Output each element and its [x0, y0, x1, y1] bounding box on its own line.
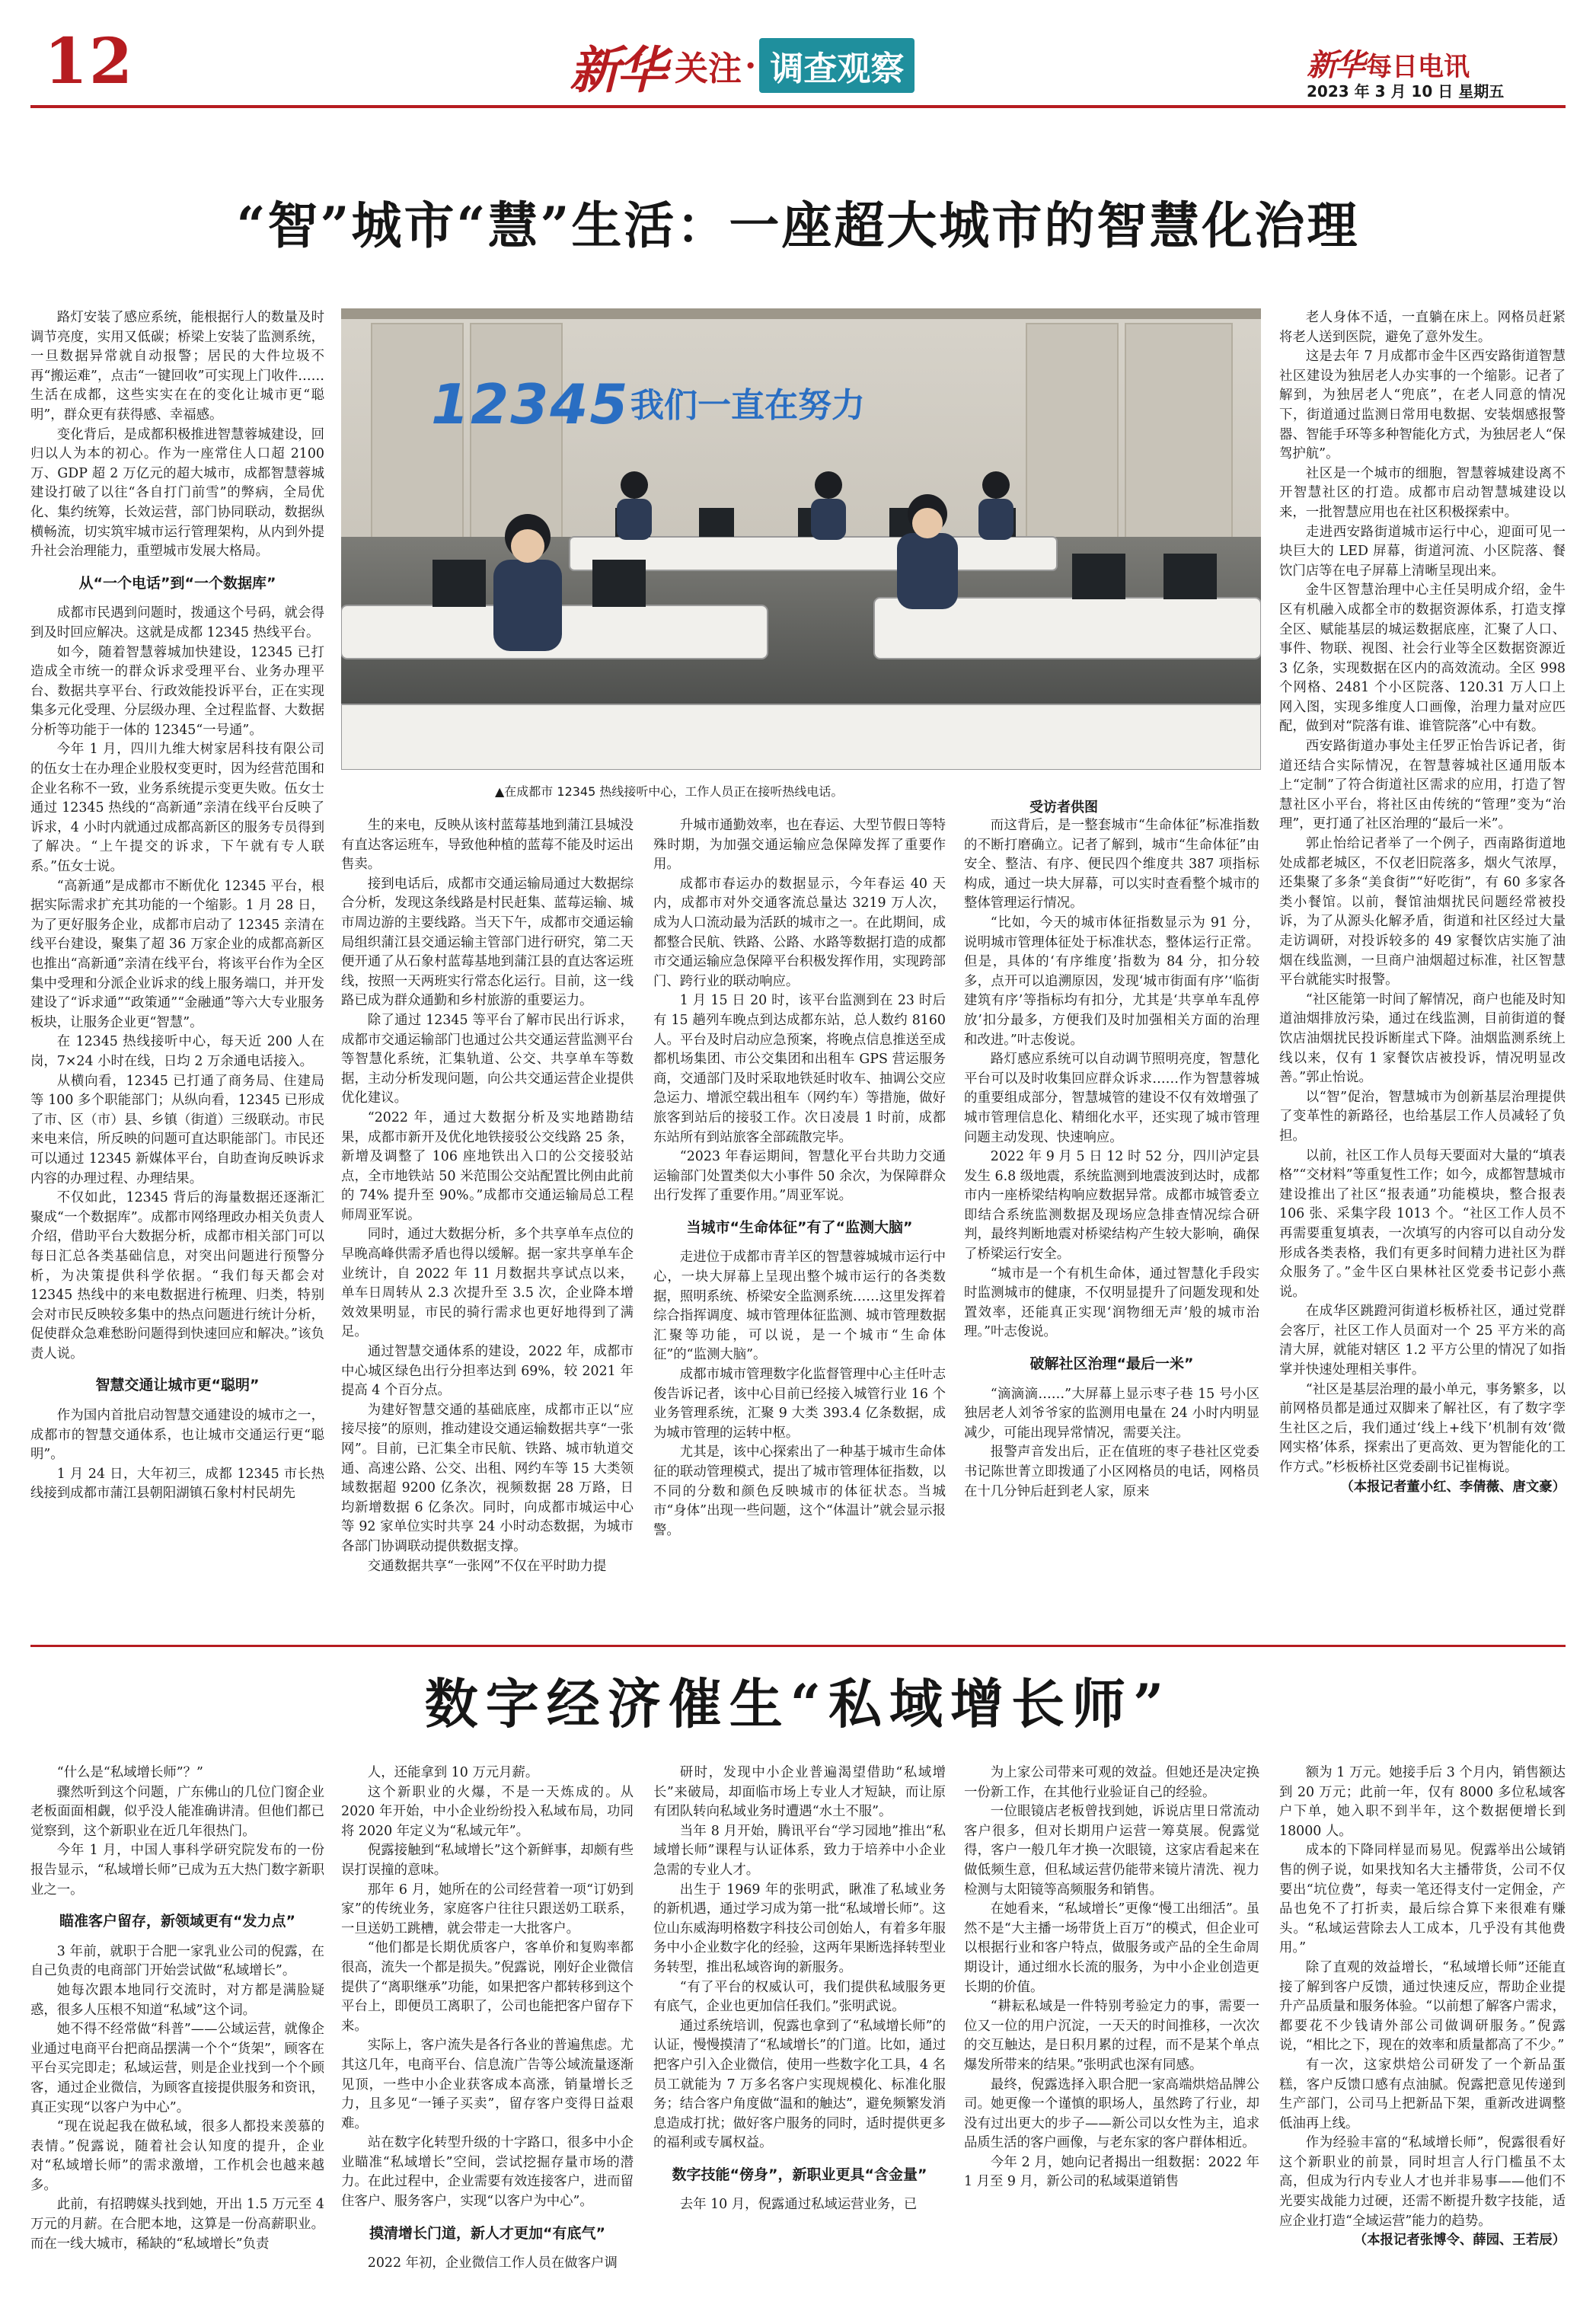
article1-column-4	[964, 816, 1259, 1636]
issue-date: 2023 年 3 月 10 日 星期五	[1307, 82, 1505, 101]
paragraph: 1 月 15 日 20 时，该平台监测到在 23 时后有 15 趟列车晚点到达成都东站，总人数约 8160 人。平台及时启动应急预案，将晚点信息推送至成都机场集团、市公交集团和出租车 GPS 营运服务商，交通部门及时采取地铁延时收车、抽调公交应急运力、增派空载出租车（网约车）等措施，做好旅客到站后的接驳工作。次日凌晨 1 时前，成都东站所有到站旅客全部疏散完毕。	[653, 993, 946, 1145]
paragraph: “2023 年春运期间，智慧化平台共助力交通运输部门处置类似大小事件 50 余次，为保障群众出行发挥了重要作用。”周亚军说。	[653, 1149, 946, 1204]
hotline-number: 12345	[431, 372, 630, 436]
paragraph: 老人身体不适，一直躺在床上。网格员赶紧将老人送到医院，避免了意外发生。	[1279, 310, 1566, 345]
paragraph: 走进西安路街道城市运行中心，迎面可见一块巨大的 LED 屏幕，街道河流、小区院落、餐饮门店等在电子屏幕上清晰呈现出来。	[1279, 524, 1566, 579]
article1-column-3	[653, 816, 946, 1636]
paragraph: 最终，倪露选择入职合肥一家高端烘焙品牌公司。她更像一个谨慎的职场人，虽然跨了行业，却没有过出更大的步子——新公司以女性为主，追求品质生活的客户画像，与老东家的客户群体相近。	[964, 2077, 1259, 2151]
article-divider	[30, 1645, 1566, 1647]
paragraph: “什么是“私域增长师”？”	[56, 1765, 203, 1780]
paragraph: 交通数据共享“一张网”不仅在平时助力提	[367, 1558, 607, 1574]
paragraph: 倪露接触到“私域增长”这个新鲜事，却颇有些误打误撞的意味。	[341, 1843, 634, 1878]
paragraph: 这个新职业的火爆，不是一天炼成的。从 2020 年开始，中小企业纷纷投入私域布局，功同将 2020 年定义为“私域元年”。	[341, 1784, 634, 1839]
article2-column-3	[653, 1764, 946, 2297]
section-heading: 当城市“生命体征”有了“监测大脑”	[686, 1218, 913, 1236]
paragraph: 路灯安装了感应系统，能根据行人的数量及时调节亮度，实用又低碳；桥梁上安装了监测系统，一旦数据异常就自动报警；居民的大件垃圾不再“搬运难”，点击“一键回收”可实现上门收件……生活在成都，这些实实在在的变化让城市更“聪明”，群众更有获得感、幸福感。	[30, 310, 324, 423]
paragraph: 郭止怡给记者举了一个例子，西南路街道地处成都老城区，不仅老旧院落多，烟火气浓厚，还集聚了多条“美食街”“好吃街”，有 60 多家各类小餐馆。以前，餐馆油烟扰民问题经常被投诉，为了从源头化解矛盾，街道和社区经过大量走访调研，对投诉较多的 49 家餐饮店实施了油烟在线监测，一旦商户油烟超过标准，社区智慧平台就能实时报警。	[1279, 836, 1566, 988]
article1-column-5	[1279, 308, 1566, 1636]
article2-column-2	[341, 1764, 634, 2297]
paragraph: 以前，社区工作人员每天要面对大量的“填表格”“交材料”等重复性工作；如今，成都智慧城市建设推出了社区“报表通”功能模块，整合报表 106 张、采集字段 1013 个。“社区工作人员不再需要重复填表，一次填写的内容可以自动分发形成各类表格，我们有更多时间精力进社区为群众服务了。”金牛区白果林社区党委书记彭小燕说。	[1279, 1148, 1566, 1300]
paragraph: 西安路街道办事处主任罗正怡告诉记者，街道还结合实际情况，在智慧蓉城社区通用版本上“定制”了符合街道社区需求的应用，打造了智慧社区小平台，将社区由传统的“管理”变为“治理”，更打通了社区治理的“最后一米”。	[1279, 739, 1566, 832]
paragraph: 为上家公司带来可观的效益。但她还是决定换一份新工作，在其他行业验证自己的经验。	[964, 1765, 1259, 1800]
paragraph: 升城市通勤效率，也在春运、大型节假日等特殊时期，为加强交通运输应急保障发挥了重要作用。	[653, 818, 946, 873]
paragraph: 走进位于成都市青羊区的智慧蓉城城市运行中心，一块大屏幕上呈现出整个城市运行的各类数据，照明系统、桥梁安全监测系统……这里发挥着综合指挥调度、城市管理体征监测、城市管理数据汇聚等功能，可以说，是一个城市“生命体征”的“监测大脑”。	[653, 1250, 946, 1363]
paragraph: 她不得不经常做“科普”——公域运营，就像企业通过电商平台把商品摆满一个个“货架”，顾客在平台买完即走；私域运营，则是企业找到一个个顾客，通过企业微信，为顾客直接提供服务和资讯，真正实现“以客户为中心”。	[30, 2022, 324, 2115]
article2-column-4	[964, 1764, 1259, 2297]
article1-column-1	[30, 308, 324, 1636]
photo-caption: ▲在成都市 12345 热线接听中心，工作人员正在接听热线电话。	[495, 784, 844, 799]
paragraph: 变化背后，是成都积极推进智慧蓉城建设，回归以人为本的初心。作为一座常住人口超 2100 万、GDP 超 2 万亿元的超大城市，成都智慧蓉城建设打破了以往“各自打门前雪”的弊病，全局优化、集约统筹，长效运营，部门协同联动，数据纵横畅流，切实筑牢城市运行管理架构，从内到外提升社会治理能力，重塑城市发展大格局。	[30, 426, 324, 560]
byline: （本报记者董小红、李倩薇、唐文豪）	[1340, 1479, 1566, 1495]
section-heading: 摸清增长门道，新人才更加“有底气”	[369, 2224, 605, 2242]
paragraph: 这是去年 7 月成都市金牛区西安路街道智慧社区建设为独居老人办实事的一个缩影。记者了解到，为独居老人“兜底”，在老人同意的情况下，街道通过监测日常用电数据、安装烟感报警器、智能手环等多种智能化方式，为独居老人“保驾护航”。	[1279, 349, 1566, 462]
paper-logo-name: 每日电讯	[1366, 52, 1470, 82]
paragraph: 从横向看，12345 已打通了商务局、住建局等 100 多个职能部门；从纵向看，12345 已形成了市、区（市）县、乡镇（街道）三级联动。市民来电来信，所反映的问题可直达职能部门。市民还可以通过 12345 新媒体平台，自助查询反映诉求内容的办理过程、办理结果。	[30, 1073, 324, 1186]
section-heading: 破解社区治理“最后一米”	[1029, 1355, 1194, 1373]
paragraph: 一位眼镜店老板曾找到她，诉说店里日常流动客户很多，但对长期用户运营一筹莫展。倪露觉得，客户一般几年才换一次眼镜，这家店看起来在做低频生意，但私域运营仍能带来镜片清洗、视力检测与太阳镜等高频服务和销售。	[964, 1804, 1259, 1898]
article2-column-1	[30, 1764, 324, 2297]
paragraph: “高新通”是成都市不断优化 12345 平台，根据实际需求扩充其功能的一个缩影。1 月 28 日，为了更好服务企业，成都市启动了 12345 亲清在线平台建设，聚集了超 36 万家企业的成都高新区也推出“高新通”亲清在线平台，将该平台作为全区集中受理和分派企业诉求的线上服务端口，并开发建设了“诉求通”“政策通”“金融通”等六大专业服务板块，让服务企业更“智慧”。	[30, 878, 324, 1030]
paragraph: 2022 年初，企业微信工作人员在做客户调	[367, 2255, 618, 2271]
paragraph: 研时，发现中小企业普遍渴望借助“私域增长”来破局，却面临市场上专业人才短缺，而让原有团队转向私域业务时遭遇“水土不服”。	[653, 1765, 946, 1820]
section-label: 关注	[675, 49, 742, 88]
paragraph: 除了直观的效益增长，“私域增长师”还能直接了解到客户反馈，通过快速反应，帮助企业提升产品质量和服务体验。“以前想了解客户需求，都要花不少钱请外部公司做调研服务。”倪露说，“相比之下，现在的效率和质量都高了不少。”	[1279, 1959, 1566, 2054]
brand-logo: 新华	[570, 40, 664, 100]
paper-logo	[1307, 41, 1470, 85]
paragraph: 通过智慧交通体系的建设，2022 年，成都市中心城区绿色出行分担率达到 69%，较 2021 年提高 4 个百分点。	[341, 1344, 634, 1399]
paragraph: 那年 6 月，她所在的公司经营着一项“订奶到家”的传统业务，家庭客户往往只跟送奶工联系，一旦送奶工跳槽，就会带走一大批客户。	[341, 1882, 634, 1936]
paragraph: 当年 8 月开始，腾讯平台“学习园地”推出“私域增长师”课程与认证体系，致力于培养中小企业急需的专业人才。	[653, 1823, 946, 1878]
paragraph: 成都市春运办的数据显示，今年春运 40 天内，成都市对外交通客流总量达 3219 万人次，成为人口流动最为活跃的城市之一。在此期间，成都整合民航、铁路、公路、水路等数据打造的成都市交通运输应急保障平台积极发挥作用，实现跨部门、跨行业的联动响应。	[653, 876, 946, 989]
paragraph: 在成华区跳蹬河街道杉板桥社区，通过党群会客厅，社区工作人员面对一个 25 平方米的高清大屏，就能对辖区 1.2 平方公里的情况了如指掌并快速处理相关事件。	[1279, 1304, 1566, 1378]
news-photo	[341, 308, 1261, 770]
column-label: 调查观察	[759, 38, 915, 93]
paragraph: 接到电话后，成都市交通运输局通过大数据综合分析，发现这条线路是村民赶集、蓝莓运输、城市周边游的主要线路。当天下午，成都市交通运输局组织蒲江县交通运输主管部门进行研究，第二天便开通了从石象村蓝莓基地到蒲江县的直达客运班线，按照一天两班实行常态化运行。目前，这一线路已成为群众通勤和乡村旅游的重要运力。	[341, 876, 634, 1009]
paragraph: 今年 1 月，四川九维大树家居科技有限公司的伍女士在办理企业股权变更时，因为经营范围和企业名称不一致，业务系统提示变更失败。伍女士通过 12345 热线的“高新通”亲清在线平台反映了诉求，4 小时内就通过成都高新区的服务专员得到了解决。“上午提交的诉求，下午就有专人联系。”伍女士说。	[30, 742, 324, 875]
paragraph: “他们都是长期优质客户，客单价和复购率都很高，流失一个都是损失。”倪露说，刚好企业微信提供了“离职继承”功能，如果把客户都转移到这个平台上，即便员工离职了，公司也能把客户留存下来。	[341, 1940, 634, 2034]
paragraph: 今年 2 月，她向记者揭出一组数据：2022 年 1 月至 9 月，新公司的私域渠道销售	[964, 2154, 1259, 2190]
page-number: 12	[44, 25, 135, 98]
paragraph: 成都市城市管理数字化监督管理中心主任叶志俊告诉记者，该中心目前已经接入城管行业 16 个业务管理系统，汇聚 9 大类 393.4 亿条数据，成为城市管理的运转中枢。	[653, 1367, 946, 1441]
paragraph: 社区是一个城市的细胞，智慧蓉城建设离不开智慧社区的打造。成都市启动智慧城建设以来，一批智慧应用也在社区积极探索中。	[1279, 465, 1566, 520]
paragraph: 为建好智慧交通的基础底座，成都市正以“应接尽接”的原则，推动建设交通运输数据共享“一张网”。目前，已汇集全市民航、铁路、城市轨道交通、高速公路、公交、出租、网约车等 15 大类领域数据超 9200 亿条次，视频数据 28 万路，日均新增数据 6 亿条次。同时，向成都市城运中心等 92 家单位实时共享 24 小时动态数据，为城市各部门协调联动提供数据支撑。	[341, 1402, 634, 1554]
paragraph: “社区是基层治理的最小单元，事务繁多，以前网格员都是通过双脚来了解社区，有了数字孪生社区之后，我们通过‘线上+线下’机制有效‘微网实格’体系，探索出了更高效、更为智能化的工作方式。”杉板桥社区党委副书记崔梅说。	[1279, 1381, 1566, 1476]
article2-column-5	[1279, 1764, 1566, 2297]
paragraph: 1 月 24 日，大年初三，成都 12345 市长热线接到成都市蒲江县朝阳湖镇石象村村民胡先	[30, 1466, 324, 1502]
paragraph: 实际上，客户流失是各行各业的普遍焦虑。尤其这几年，电商平台、信息流广告等公域流量逐渐见顶，一些中小企业获客成本高涨，销量增长乏力，且多见“一锤子买卖”，留存客户变得日益艰难。	[341, 2038, 634, 2131]
section-heading: 数字技能“傍身”，新职业更具“含金量”	[672, 2166, 927, 2183]
paragraph: “现在说起我在做私域，很多人都投来羡慕的表情。”倪露说，随着社会认知度的提升，企业对“私域增长师”的需求激增，工作机会也越来越多。	[30, 2119, 324, 2193]
hotline-slogan: 我们一直在努力	[630, 386, 865, 425]
paper-logo-brand: 新华	[1307, 47, 1363, 83]
paragraph: “2022 年，通过大数据分析及实地踏勘结果，成都市新开及优化地铁接驳公交线路 25 条，新增及调整了 106 座地铁出入口的公交接驳站点，全市地铁站 50 米范围公交站配置比例由此前的 74% 提升至 90%。”成都市交通运输局总工程师周亚军说。	[341, 1109, 634, 1223]
paragraph: “有了平台的权威认可，我们提供私域服务更有底气，企业也更加信任我们。”张明武说。	[653, 1979, 946, 2015]
paragraph: 3 年前，就职于合肥一家乳业公司的倪露，在自己负责的电商部门开始尝试做“私域增长”。	[30, 1943, 324, 1979]
paragraph: 额为 1 万元。她接手后 3 个月内，销售额达到 20 万元；此前一年，仅有 8000 多位私域客户下单，她入职不到半年，这个数据便增长到 18000 人。	[1279, 1765, 1566, 1839]
paragraph: 成都市民遇到问题时，拨通这个号码，就会得到及时回应解决。这就是成都 12345 热线平台。	[30, 605, 324, 640]
paragraph: 不仅如此，12345 背后的海量数据还逐渐汇聚成“一个数据库”。成都市网络理政办相关负责人介绍，借助平台大数据分析，成都市相关部门可以每日汇总各类基础信息，对突出问题进行预警分析，为决策提供科学依据。“我们每天都会对 12345 热线中的来电数据进行梳理、归类，特别会对市民反映较多集中的热点问题进行统计分析，促使群众急难愁盼问题得到快速回应和解决。”该负责人说。	[30, 1190, 324, 1361]
paragraph: “社区能第一时间了解情况，商户也能及时知道油烟排放污染，通过在线监测，目前街道的餐饮店油烟扰民投诉断崖式下降。油烟监测系统上线以来，仅有 1 家餐饮店被投诉，情况明显改善。”郭止怡说。	[1279, 991, 1566, 1086]
paragraph: 尤其是，该中心探索出了一种基于城市生命体征的联动管理模式，提出了城市管理体征指数，以不同的分数和颜色反映城市的体征状态。当城市“身体”出现一些问题，这个“体温计”就会显示报警。	[653, 1444, 946, 1538]
paragraph: 在 12345 热线接听中心，每天近 200 人在岗，7×24 小时在线，日均 2 万余通电话接入。	[30, 1034, 324, 1069]
paragraph: 今年 1 月，中国人事科学研究院发布的一份报告显示，“私域增长师”已成为五大热门数字新职业之一。	[30, 1843, 324, 1898]
paragraph: 报警声音发出后，正在值班的枣子巷社区党委书记陈世菁立即拨通了小区网格员的电话，网格员在十几分钟后赶到老人家，原来	[964, 1444, 1259, 1499]
paragraph: 作为经验丰富的“私域增长师”，倪露很看好这个新职业的前景，同时坦言人行门槛虽不太高，但成为行内专业人才也并非易事——他们不光要实战能力过硬，还需不断提升数字技能，适应企业打造“全域运营”能力的趋势。	[1279, 2135, 1566, 2229]
section-heading: 瞄准客户留存，新领域更有“发力点”	[59, 1913, 295, 1930]
paragraph: “耕耘私域是一件特别考验定力的事，需要一位又一位的用户沉淀，一天天的时间推移，一次次的交互触达，是日积月累的过程，而不是某个单点爆发所带来的结果。”张明武也深有同感。	[964, 1999, 1259, 2073]
section-heading: 智慧交通让城市更“聪明”	[95, 1377, 260, 1394]
paragraph: 成本的下降同样显而易见。倪露举出公域销售的例子说，如果找知名大主播带货，公司不仅要出“坑位费”，每卖一笔还得支付一定佣金，产品也免不了打折卖，最后综合算下来很难有赚头。“私域运营除去人工成本，几乎没有其他费用。”	[1279, 1843, 1566, 1956]
paragraph: 骤然听到这个问题，广东佛山的几位门窗企业老板面面相觑，似乎没人能准确讲清。但他们都已觉察到，这个新职业在近几年很热门。	[30, 1784, 324, 1839]
paragraph: 站在数字化转型升级的十字路口，很多中小企业瞄准“私域增长”空间，尝试挖掘存量市场的潜力。在此过程中，企业需要有效连接客户，进而留住客户、服务客户，实现“以客户为中心”。	[341, 2135, 634, 2210]
article-title: 数字经济催生“私域增长师”	[424, 1672, 1172, 1735]
article1-column-2	[341, 816, 634, 1636]
paragraph: 人，还能拿到 10 万元月薪。	[367, 1765, 539, 1780]
paragraph: 此前，有招聘媒头找到她，开出 1.5 万元至 4 万元的月薪。在合肥本地，这算是一份高薪职业。而在一线大城市，稀缺的“私域增长”负责	[30, 2197, 324, 2252]
paragraph: 作为国内首批启动智慧交通建设的城市之一，成都市的智慧交通体系，也让城市交通运行更“聪明”。	[30, 1408, 324, 1463]
paragraph: 生的来电，反映从该村蓝莓基地到蒲江县城没有直达客运班车，导致他种植的蓝莓不能及时运出售卖。	[341, 818, 634, 873]
paragraph: 去年 10 月，倪露通过私域运营业务，已	[679, 2197, 918, 2213]
photo-credit: 受访者供图	[1029, 800, 1098, 816]
byline: （本报记者张博令、薛园、王若辰）	[1353, 2233, 1566, 2249]
paragraph: 以“智”促治，智慧城市为创新基层治理提供了变革性的新路径，也给基层工作人员减轻了负担。	[1279, 1089, 1566, 1144]
paragraph: 如今，随着智慧蓉城加快建设，12345 已打造成全市统一的群众诉求受理平台、业务办理平台、数据共享平台、行政效能投诉平台，正在实现集多元化受理、分层级办理、全过程监督、大数据分析等功能于一体的 12345“一号通”。	[30, 644, 324, 738]
paragraph: 而这背后，是一整套城市“生命体征”标准指数的不断打磨确立。记者了解到，城市“生命体征”由安全、整洁、有序、便民四个维度共 387 项指标构成，通过一块大屏幕，可以实时查看整个城市的整体管理运行情况。	[964, 818, 1259, 911]
paragraph: “滴滴滴……”大屏幕上显示枣子巷 15 号小区独居老人刘爷爷家的监测用电量在 24 小时内明显减少，可能出现异常情况，需要关注。	[964, 1386, 1259, 1441]
paragraph: 出生于 1969 年的张明武，瞅准了私域业务的新机遇，通过学习成为第一批“私域增长师”。这位山东威海明格数字科技公司创始人，有着多年服务中小企业数字化的经验，这两年果断选择转型业务转型，推出私域咨询的新服务。	[653, 1882, 946, 1975]
paragraph: 她每次跟本地同行交流时，对方都是满脸疑惑，很多人压根不知道“私域”这个词。	[30, 1982, 324, 2018]
article-title: “智”城市“慧”生活：一座超大城市的智慧化治理	[236, 196, 1360, 255]
paragraph: 除了通过 12345 等平台了解市民出行诉求，成都市交通运输部门也通过公共交通运营监测平台等智慧化系统，汇集轨道、公交、共享单车等数据，主动分析发现问题，向公共交通运营企业提供优化建议。	[341, 1012, 634, 1106]
paragraph: 有一次，这家烘焙公司研发了一个新品蛋糕，客户反馈口感有点油腻。倪露把意见传递到生产部门，公司马上把新品下架，重新改进调整低油再上线。	[1279, 2057, 1566, 2131]
paragraph: 同时，通过大数据分析，多个共享单车点位的早晚高峰供需矛盾也得以缓解。据一家共享单车企业统计，自 2022 年 11 月数据共享试点以来，单车日周转从 2.3 次提升至 3.5 次，企业降本增效效果明显，市民的骑行需求也更好地得到了满足。	[341, 1227, 634, 1340]
header-rule	[30, 105, 1566, 108]
masthead	[570, 35, 915, 100]
paragraph: 在她看来，“私域增长”更像“慢工出细活”。虽然不是“大主播一场带货上百万”的模式，但企业可以根据行业和客户特点，做服务或产品的全生命周期设计，通过细水长流的服务，为中小企业创造更长期的价值。	[964, 1901, 1259, 1995]
paragraph: 路灯感应系统可以自动调节照明亮度，智慧化平台可以及时收集回应群众诉求……作为智慧蓉城的重要组成部分，智慧城管的建设不仅有效增强了城市管理信息化、精细化水平，还实现了城市管理问题主动发现、快速响应。	[964, 1052, 1259, 1145]
paragraph: “比如，今天的城市体征指数显示为 91 分，说明城市管理体征处于标准状态，整体运行正常。但是，具体的‘有序维度’指数为 84 分，扣分较多，点开可以追溯原因，发现‘城市街面有序’‘临街建筑有序’等指标均有扣分，尤其是‘共享单车乱停放’扣分最多，方便我们及时加强相关方面的治理和改进。”叶志俊说。	[964, 915, 1259, 1048]
paragraph: “城市是一个有机生命体，通过智慧化手段实时监测城市的健康，不仅明显提升了问题发现和处置效率，还能真正实现‘润物细无声’般的城市治理。”叶志俊说。	[964, 1266, 1259, 1340]
paragraph: 金牛区智慧治理中心主任吴明成介绍，金牛区有机融入成都全市的数据资源体系，打造支撑全区、赋能基层的城运数据底座，汇聚了人口、事件、物联、视图、社会行业等全区数据资源近 3 亿条，实现数据在区内的高效流动。全区 998 个网格、2481 个小区院落、120.31 万人口上网入图，实现多维度人口画像，治理力量对应匹配，做到对“院落有谁、谁管院落”心中有数。	[1279, 583, 1566, 735]
separator-dot: ·	[745, 46, 757, 85]
paragraph: 2022 年 9 月 5 日 12 时 52 分，四川泸定县发生 6.8 级地震，系统监测到地震波到达时，成都市内一座桥梁结构响应数据异常。成都市城管委立即结合系统监测数据及现场应急排查情况综合研判，最终判断地震对桥梁结构产生较大影响，确保了桥梁运行安全。	[964, 1149, 1259, 1263]
paragraph: 通过系统培训，倪露也拿到了“私域增长师”的认证，慢慢摸清了“私域增长”的门道。比如，通过把客户引入企业微信，使用一些数字化工具，4 名员工就能为 7 万多名客户实现规模化、标准化服务；结合客户角度做“温和的触达”，避免频繁发消息造成打扰；做好客户服务的同时，适时提供更多的福利或专属权益。	[653, 2018, 946, 2151]
section-heading: 从“一个电话”到“一个数据库”	[78, 574, 276, 592]
